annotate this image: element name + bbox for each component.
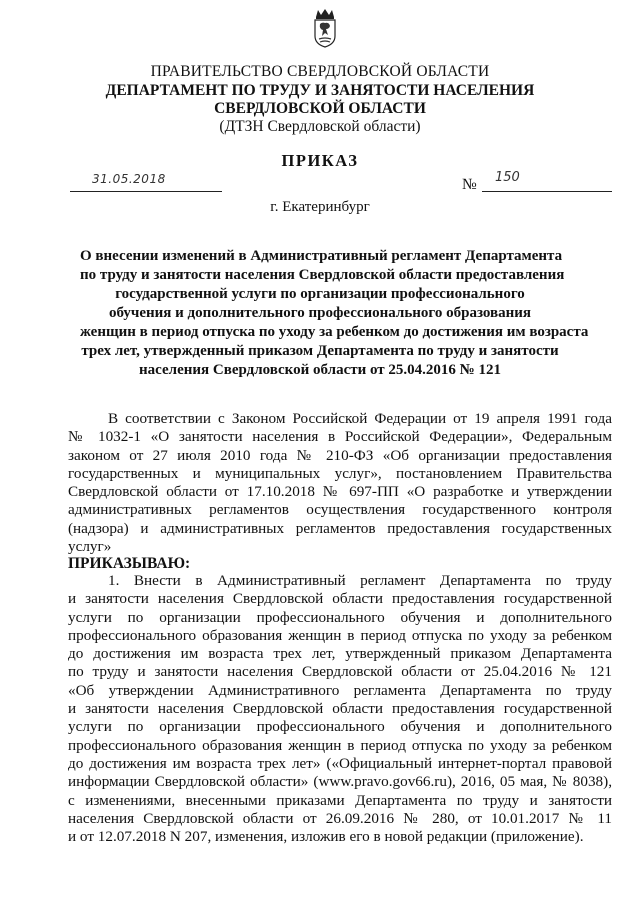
paragraph-line: Свердловской области от 17.10.2018 № 697-ПП «О разработке и утверждении [68, 483, 612, 501]
coat-of-arms-icon [312, 8, 338, 48]
order-date: 31.05.2018 [92, 172, 166, 186]
paragraph-line: услуг» [68, 538, 112, 556]
department-name-line1: ДЕПАРТАМЕНТ ПО ТРУДУ И ЗАНЯТОСТИ НАСЕЛЕНИЯ [105, 82, 535, 99]
decree-heading: ПРИКАЗЫВАЮ: [68, 555, 191, 572]
paragraph-line: услуги по организации профессионального обучения и дополнительного [68, 608, 612, 626]
paragraph-line: № 1032-1 «О занятости населения в Российской Федерации», Федеральным [68, 428, 612, 446]
paragraph-line: 1. Внести в Административный регламент Департамента по труду [108, 572, 612, 589]
subject-line: государственной услуги по организации профессионального [115, 286, 525, 302]
city: г. Екатеринбург [270, 199, 370, 215]
subject-line: О внесении изменений в Административный регламент Департамента [80, 248, 563, 264]
paragraph-line: до достижения им возраста трех лет, утвержденный приказом Департамента [68, 645, 612, 663]
department-name-line2: СВЕРДЛОВСКОЙ ОБЛАСТИ [214, 100, 426, 117]
paragraph-line: профессионального образования женщин в период отпуска по уходу за ребенком [68, 736, 612, 754]
paragraph-line: с изменениями, внесенными приказами Департамента по труду и занятости [68, 791, 612, 809]
paragraph-line: до достижения им возраста трех лет» («Официальный интернет-портал правовой [68, 754, 612, 772]
subject-line: трех лет, утвержденный приказом Департамента по труду и занятости [81, 343, 559, 359]
paragraph-line: по труду и занятости населения Свердловской области от 25.04.2016 № 121 [68, 663, 612, 681]
government-name: ПРАВИТЕЛЬСТВО СВЕРДЛОВСКОЙ ОБЛАСТИ [150, 63, 490, 80]
subject-line: населения Свердловской области от 25.04.2016 № 121 [139, 362, 501, 378]
paragraph-line: и занятости населения Свердловской области предоставления государственной [68, 590, 612, 608]
order-number-label: № [462, 176, 477, 193]
department-abbreviation: (ДТЗН Свердловской области) [219, 118, 421, 135]
subject-line: по труду и занятости населения Свердловской области предоставления [80, 267, 565, 283]
order-number: 150 [495, 170, 520, 185]
paragraph-line: «Об утверждении Административного регламента Департамента по труду [68, 681, 612, 699]
order-title: ПРИКАЗ [281, 151, 359, 170]
paragraph-line: информации Свердловской области» (www.pravo.gov66.ru), 2016, 05 мая, № 8038), [68, 773, 612, 791]
paragraph-line: (надзора) и административных регламентов предоставления государственных [68, 519, 612, 537]
paragraph-line: населения Свердловской области от 26.09.2016 № 280, от 10.01.2017 № 11 [68, 809, 612, 827]
paragraph-line: В соответствии с Законом Российской Федерации от 19 апреля 1991 года [108, 410, 612, 427]
paragraph-line: услуги по организации профессионального обучения и дополнительного [68, 718, 612, 736]
paragraph-line: государственных и муниципальных услуг», постановлением Правительства [68, 464, 612, 482]
preamble-paragraph [68, 410, 612, 556]
paragraph-line: и от 12.07.2018 N 207, изменения, изложив его в новой редакции (приложение). [68, 828, 584, 846]
paragraph-line: административных регламентов осуществления государственного контроля [68, 501, 612, 519]
paragraph-line: законом от 27 июля 2010 года № 210-ФЗ «Об организации предоставления [68, 446, 612, 464]
subject-line: обучения и дополнительного профессионального образования [108, 305, 532, 321]
item-1-paragraph [68, 572, 612, 846]
subject-line: женщин в период отпуска по уходу за ребенком до достижения им возраста [80, 324, 589, 340]
paragraph-line: профессионального образования женщин в период отпуска по уходу за ребенком [68, 626, 612, 644]
order-subject [80, 247, 589, 380]
paragraph-line: и занятости населения Свердловской области предоставления государственной [68, 700, 612, 718]
